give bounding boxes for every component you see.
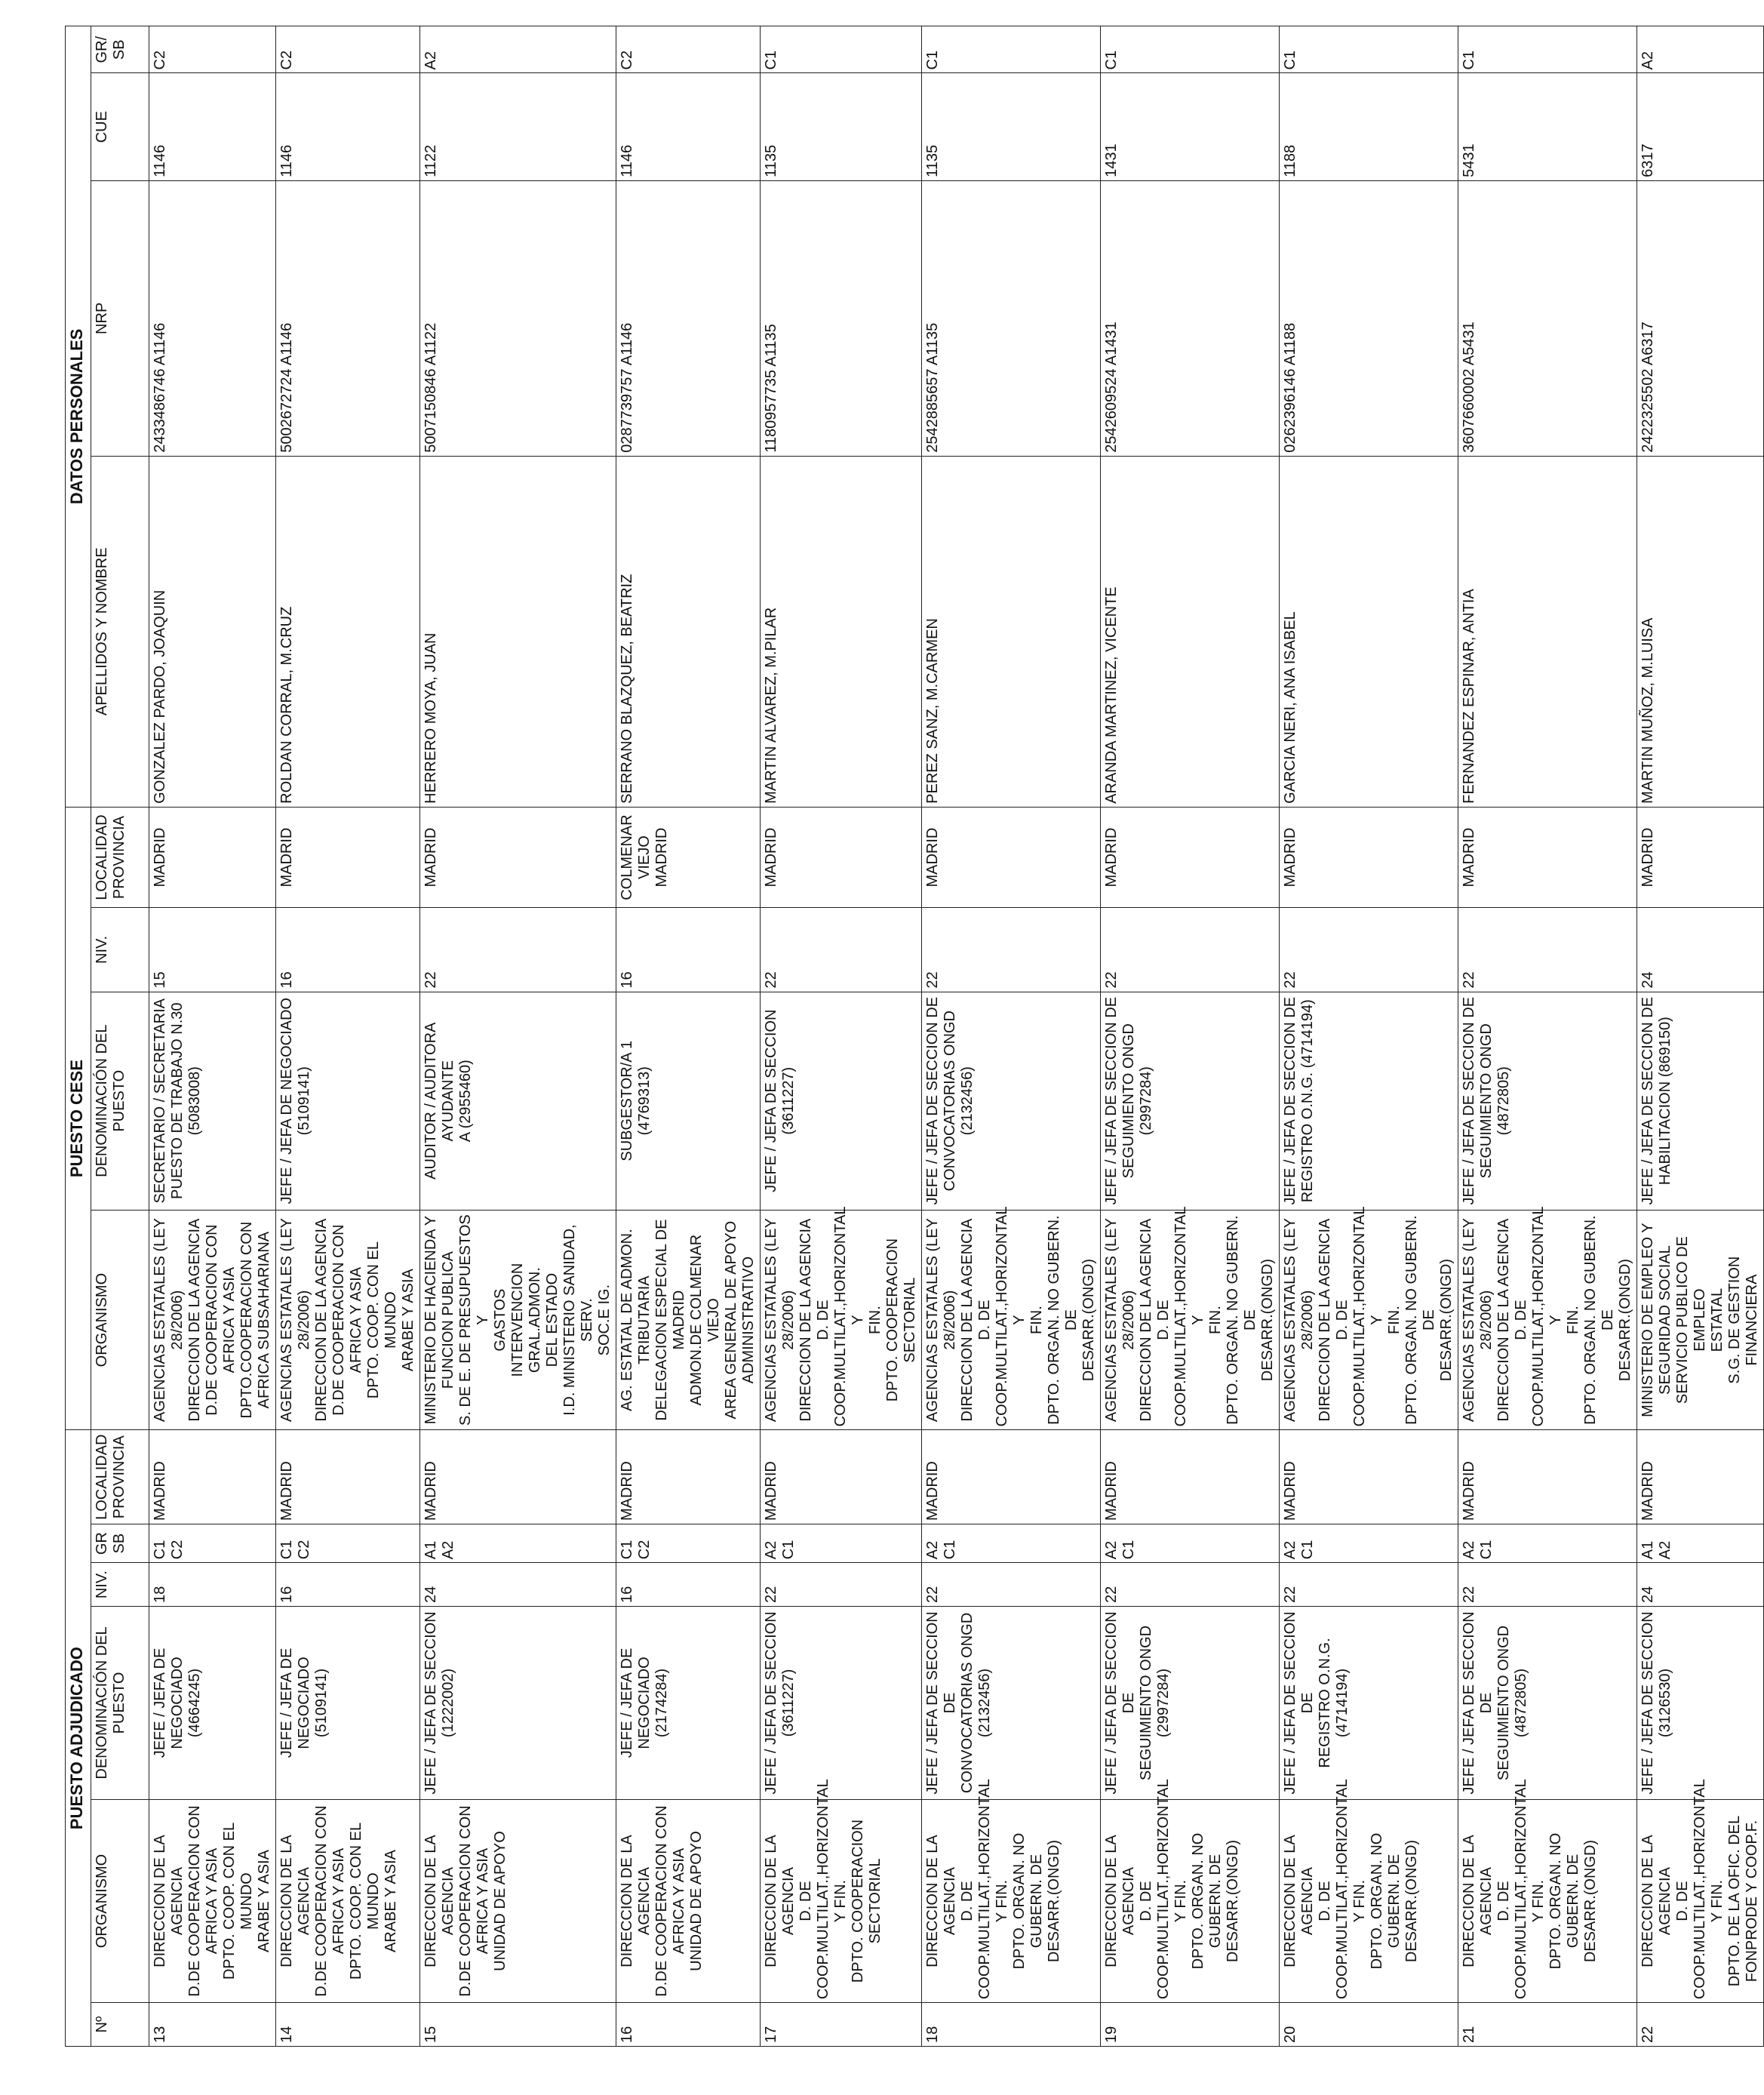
cell-nivel-cese: 16 (276, 908, 420, 992)
cell-denominacion-cese: JEFE / JEFA DE SECCION DE SEGUIMIENTO ONGD (2997284) (1101, 992, 1280, 1210)
resolution-table (65, 26, 1764, 2047)
cell-grsb: C1 C2 (149, 1524, 276, 1563)
cell-nivel-cese: 16 (616, 908, 761, 992)
group-puesto-adjudicado: PUESTO ADJUDICADO (66, 1430, 91, 2047)
cell-nivel: 16 (276, 1563, 420, 1607)
cell-localidad: MADRID (420, 1430, 616, 1524)
cell-localidad: MADRID (1280, 1430, 1458, 1524)
cell-organismo-cese: AGENCIAS ESTATALES (LEY 28/2006) DIRECCION DE LA AGENCIA D. DE COOP.MULTILAT.,HORIZONTAL Y FIN. DPTO. ORGAN. NO GUBERN. DE DESARR.(ONGD) (922, 1210, 1101, 1429)
cell-nrp: 0262396146 A1188 (1280, 180, 1458, 456)
cell-denominacion: JEFE / JEFA DE SECCION DE SEGUIMIENTO ONGD (2997284) (1101, 1607, 1280, 1800)
cell-denominacion-cese: AUDITOR / AUDITORA AYUDANTE A (2955460) (420, 992, 616, 1210)
cell-localidad-cese: MADRID (276, 807, 420, 908)
col-header-localidad: LOCALIDAD PROVINCIA (91, 1430, 149, 1524)
cell-apellidos: SERRANO BLAZQUEZ, BEATRIZ (616, 456, 761, 807)
table-row (1458, 26, 1637, 2047)
cell-nivel-cese: 24 (1637, 908, 1764, 992)
cell-organismo-cese: AGENCIAS ESTATALES (LEY 28/2006) DIRECCION DE LA AGENCIA D.DE COOPERACION CON AFRICA Y ASIA DPTO.COOPERACION CON AFRICA SUBSAHARIANA (149, 1210, 276, 1429)
cell-organismo-cese: AG. ESTATAL DE ADMON. TRIBUTARIA DELEGACION ESPECIAL DE MADRID ADMON.DE COLMENAR VIEJO AREA GENERAL DE APOYO ADMINISTRATIVO (616, 1210, 761, 1429)
cell-denominacion-cese: JEFE / JEFA DE SECCION DE REGISTRO O.N.G. (4714194) (1280, 992, 1458, 1210)
cell-organismo: DIRECCION DE LA AGENCIA D.DE COOPERACION CON AFRICA Y ASIA DPTO. COOP. CON EL MUNDO ARABE Y ASIA (276, 1799, 420, 2002)
cell-localidad: MADRID (761, 1430, 922, 1524)
cell-cue: 1135 (761, 73, 922, 180)
cell-num: 15 (420, 2003, 616, 2047)
cell-nrp: 3607660002 A5431 (1458, 180, 1637, 456)
cell-cue: 1146 (616, 73, 761, 180)
cell-organismo: DIRECCION DE LA AGENCIA D. DE COOP.MULTILAT.,HORIZONTAL Y FIN. DPTO. ORGAN. NO GUBERN. DE DESARR.(ONGD) (1101, 1799, 1280, 2002)
cell-nrp: 2422325502 A6317 (1637, 180, 1764, 456)
cell-denominacion: JEFE / JEFA DE SECCION (3126530) (1637, 1607, 1764, 1800)
cell-denominacion-cese: JEFE / JEFA DE NEGOCIADO (5109141) (276, 992, 420, 1210)
cell-grsb: C1 C2 (276, 1524, 420, 1563)
cell-num: 17 (761, 2003, 922, 2047)
cell-grsb: A1 A2 (1637, 1524, 1764, 1563)
col-header-organismo-cese: ORGANISMO (91, 1210, 149, 1429)
cell-cue: 5431 (1458, 73, 1637, 180)
col-header-organismo: ORGANISMO (91, 1799, 149, 2002)
cell-denominacion: JEFE / JEFA DE SECCION DE CONVOCATORIAS ONGD (2132456) (922, 1607, 1101, 1800)
cell-nrp: 2542885657 A1135 (922, 180, 1101, 456)
cell-num: 13 (149, 2003, 276, 2047)
cell-apellidos: ARANDA MARTINEZ, VICENTE (1101, 456, 1280, 807)
cell-nivel: 22 (1101, 1563, 1280, 1607)
cell-organismo-cese: AGENCIAS ESTATALES (LEY 28/2006) DIRECCION DE LA AGENCIA D. DE COOP.MULTILAT.,HORIZONTAL Y FIN. DPTO. ORGAN. NO GUBERN. DE DESARR.(ONGD) (1458, 1210, 1637, 1429)
col-header-grsb: GR SB (91, 1524, 149, 1563)
cell-apellidos: ROLDAN CORRAL, M.CRUZ (276, 456, 420, 807)
cell-cue: 6317 (1637, 73, 1764, 180)
cell-cue: 1146 (276, 73, 420, 180)
table-body (149, 26, 1764, 2047)
column-header-row (91, 26, 149, 2047)
col-header-denominacion-cese: DENOMINACIÓN DEL PUESTO (91, 992, 149, 1210)
cell-apellidos: MARTIN ALVAREZ, M.PILAR (761, 456, 922, 807)
cell-denominacion-cese: JEFE / JEFA DE SECCION DE SEGUIMIENTO ONGD (4872805) (1458, 992, 1637, 1210)
cell-grsb-personal: C2 (276, 26, 420, 73)
cell-num: 18 (922, 2003, 1101, 2047)
cell-nivel: 16 (616, 1563, 761, 1607)
cell-nivel-cese: 22 (1280, 908, 1458, 992)
cell-localidad: MADRID (149, 1430, 276, 1524)
cell-localidad: MADRID (276, 1430, 420, 1524)
cell-localidad: MADRID (922, 1430, 1101, 1524)
cell-grsb-personal: C2 (616, 26, 761, 73)
cell-nrp: 5002672724 A1146 (276, 180, 420, 456)
cell-localidad-cese: MADRID (1458, 807, 1637, 908)
cell-nivel: 24 (1637, 1563, 1764, 1607)
cell-localidad: MADRID (616, 1430, 761, 1524)
cell-apellidos: HERRERO MOYA, JUAN (420, 456, 616, 807)
cell-grsb: A2 C1 (1280, 1524, 1458, 1563)
cell-num: 20 (1280, 2003, 1458, 2047)
cell-denominacion: JEFE / JEFA DE SECCION (3611227) (761, 1607, 922, 1800)
table-row (420, 26, 616, 2047)
col-header-nivel-cese: NIV. (91, 908, 149, 992)
cell-num: 14 (276, 2003, 420, 2047)
col-header-nrp: NRP (91, 180, 149, 456)
cell-num: 21 (1458, 2003, 1637, 2047)
cell-grsb-personal: C2 (149, 26, 276, 73)
table-row (616, 26, 761, 2047)
cell-localidad-cese: COLMENAR VIEJO MADRID (616, 807, 761, 908)
cell-organismo-cese: AGENCIAS ESTATALES (LEY 28/2006) DIRECCION DE LA AGENCIA D. DE COOP.MULTILAT.,HORIZONTAL Y FIN. DPTO. ORGAN. NO GUBERN. DE DESARR.(ONGD) (1280, 1210, 1458, 1429)
cell-apellidos: PEREZ SANZ, M.CARMEN (922, 456, 1101, 807)
cell-nrp: 0287739757 A1146 (616, 180, 761, 456)
col-header-denominacion: DENOMINACIÓN DEL PUESTO (91, 1607, 149, 1800)
cell-grsb-personal: C1 (922, 26, 1101, 73)
cell-organismo: DIRECCION DE LA AGENCIA D. DE COOP.MULTILAT.,HORIZONTAL Y FIN. DPTO. ORGAN. NO GUBERN. DE DESARR.(ONGD) (922, 1799, 1101, 2002)
document-sheet (65, 26, 1760, 2047)
cell-cue: 1135 (922, 73, 1101, 180)
table-row (1280, 26, 1458, 2047)
cell-cue: 1146 (149, 73, 276, 180)
cell-organismo-cese: AGENCIAS ESTATALES (LEY 28/2006) DIRECCION DE LA AGENCIA D. DE COOP.MULTILAT.,HORIZONTAL Y FIN. DPTO. COOPERACION SECTORIAL (761, 1210, 922, 1429)
table-row (1637, 26, 1764, 2047)
cell-grsb: C1 C2 (616, 1524, 761, 1563)
cell-localidad-cese: MADRID (420, 807, 616, 908)
table-row (922, 26, 1101, 2047)
cell-denominacion-cese: JEFE / JEFA DE SECCION DE HABILITACION (869150) (1637, 992, 1764, 1210)
col-header-cue: CUE (91, 73, 149, 180)
cell-nivel: 18 (149, 1563, 276, 1607)
cell-organismo-cese: MINISTERIO DE HACIENDA Y FUNCION PUBLICA S. DE E. DE PRESUPUESTOS Y GASTOS INTERVENCION GRAL.ADMON. DEL ESTADO I.D. MINISTERIO SANIDAD, SERV. SOC.E IG. (420, 1210, 616, 1429)
cell-grsb-personal: C1 (1458, 26, 1637, 73)
table-row (1101, 26, 1280, 2047)
cell-denominacion: JEFE / JEFA DE NEGOCIADO (4664245) (149, 1607, 276, 1800)
cell-denominacion: JEFE / JEFA DE SECCION (1222002) (420, 1607, 616, 1800)
cell-localidad-cese: MADRID (922, 807, 1101, 908)
cell-organismo: DIRECCION DE LA AGENCIA D. DE COOP.MULTILAT.,HORIZONTAL Y FIN. DPTO. ORGAN. NO GUBERN. DE DESARR.(ONGD) (1280, 1799, 1458, 2002)
cell-apellidos: GONZALEZ PARDO, JOAQUIN (149, 456, 276, 807)
cell-apellidos: FERNANDEZ ESPINAR, ANTIA (1458, 456, 1637, 807)
cell-denominacion: JEFE / JEFA DE NEGOCIADO (2174284) (616, 1607, 761, 1800)
cell-grsb: A2 C1 (1458, 1524, 1637, 1563)
col-header-grsb-personal: GR/ SB (91, 26, 149, 73)
col-header-nivel: NIV. (91, 1563, 149, 1607)
cell-nrp: 1180957735 A1135 (761, 180, 922, 456)
cell-organismo-cese: MINISTERIO DE EMPLEO Y SEGURIDAD SOCIAL SERVICIO PUBLICO DE EMPLEO ESTATAL S.G. DE GESTION FINANCIERA (1637, 1210, 1764, 1429)
cell-denominacion: JEFE / JEFA DE SECCION DE SEGUIMIENTO ONGD (4872805) (1458, 1607, 1637, 1800)
col-header-num: Nº (91, 2003, 149, 2047)
cell-grsb-personal: C1 (1101, 26, 1280, 73)
cell-grsb-personal: A2 (1637, 26, 1764, 73)
cell-nrp: 2433486746 A1146 (149, 180, 276, 456)
cell-localidad-cese: MADRID (149, 807, 276, 908)
cell-nivel: 24 (420, 1563, 616, 1607)
cell-nivel: 22 (761, 1563, 922, 1607)
cell-apellidos: GARCIA NERI, ANA ISABEL (1280, 456, 1458, 807)
cell-grsb: A1 A2 (420, 1524, 616, 1563)
cell-denominacion: JEFE / JEFA DE NEGOCIADO (5109141) (276, 1607, 420, 1800)
table-row (761, 26, 922, 2047)
cell-cue: 1188 (1280, 73, 1458, 180)
cell-cue: 1122 (420, 73, 616, 180)
cell-nivel-cese: 22 (922, 908, 1101, 992)
cell-denominacion-cese: JEFE / JEFA DE SECCION (3611227) (761, 992, 922, 1210)
cell-organismo: DIRECCION DE LA AGENCIA D. DE COOP.MULTILAT.,HORIZONTAL Y FIN. DPTO. DE LA OFIC. DEL FONPRODE Y COOP.F. (1637, 1799, 1764, 2002)
cell-num: 19 (1101, 2003, 1280, 2047)
cell-localidad: MADRID (1458, 1430, 1637, 1524)
cell-nivel-cese: 22 (420, 908, 616, 992)
cell-num: 22 (1637, 2003, 1764, 2047)
cell-organismo: DIRECCION DE LA AGENCIA D. DE COOP.MULTILAT.,HORIZONTAL Y FIN. DPTO. ORGAN. NO GUBERN. DE DESARR.(ONGD) (1458, 1799, 1637, 2002)
cell-organismo: DIRECCION DE LA AGENCIA D. DE COOP.MULTILAT.,HORIZONTAL Y FIN. DPTO. COOPERACION SECTORIAL (761, 1799, 922, 2002)
col-header-localidad-cese: LOCALIDAD PROVINCIA (91, 807, 149, 908)
cell-localidad-cese: MADRID (1101, 807, 1280, 908)
cell-localidad: MADRID (1637, 1430, 1764, 1524)
cell-nivel-cese: 15 (149, 908, 276, 992)
cell-apellidos: MARTIN MUÑOZ, M.LUISA (1637, 456, 1764, 807)
cell-nivel-cese: 22 (1101, 908, 1280, 992)
cell-grsb: A2 C1 (761, 1524, 922, 1563)
cell-nrp: 2542609524 A1431 (1101, 180, 1280, 456)
table-row (149, 26, 276, 2047)
cell-nivel: 22 (1458, 1563, 1637, 1607)
cell-organismo: DIRECCION DE LA AGENCIA D.DE COOPERACION CON AFRICA Y ASIA DPTO. COOP. CON EL MUNDO ARABE Y ASIA (149, 1799, 276, 2002)
cell-localidad-cese: MADRID (1637, 807, 1764, 908)
cell-grsb-personal: C1 (1280, 26, 1458, 73)
col-header-apellidos: APELLIDOS Y NOMBRE (91, 456, 149, 807)
table-row (276, 26, 420, 2047)
cell-organismo: DIRECCION DE LA AGENCIA D.DE COOPERACION CON AFRICA Y ASIA UNIDAD DE APOYO (420, 1799, 616, 2002)
cell-localidad-cese: MADRID (761, 807, 922, 908)
cell-cue: 1431 (1101, 73, 1280, 180)
cell-denominacion-cese: JEFE / JEFA DE SECCION DE CONVOCATORIAS ONGD (2132456) (922, 992, 1101, 1210)
cell-denominacion-cese: SECRETARIO / SECRETARIA PUESTO DE TRABAJO N.30 (5083008) (149, 992, 276, 1210)
cell-grsb: A2 C1 (922, 1524, 1101, 1563)
cell-nivel: 22 (922, 1563, 1101, 1607)
cell-localidad: MADRID (1101, 1430, 1280, 1524)
group-puesto-cese: PUESTO CESE (66, 807, 91, 1430)
group-header-row (66, 26, 91, 2047)
cell-grsb-personal: C1 (761, 26, 922, 73)
cell-localidad-cese: MADRID (1280, 807, 1458, 908)
cell-organismo: DIRECCION DE LA AGENCIA D.DE COOPERACION CON AFRICA Y ASIA UNIDAD DE APOYO (616, 1799, 761, 2002)
cell-num: 16 (616, 2003, 761, 2047)
cell-nrp: 5007150846 A1122 (420, 180, 616, 456)
cell-grsb: A2 C1 (1101, 1524, 1280, 1563)
cell-nivel-cese: 22 (761, 908, 922, 992)
cell-nivel-cese: 22 (1458, 908, 1637, 992)
cell-organismo-cese: AGENCIAS ESTATALES (LEY 28/2006) DIRECCION DE LA AGENCIA D.DE COOPERACION CON AFRICA Y ASIA DPTO. COOP. CON EL MUNDO ARABE Y ASIA (276, 1210, 420, 1429)
group-datos-personales: DATOS PERSONALES (66, 26, 91, 808)
cell-nivel: 22 (1280, 1563, 1458, 1607)
cell-denominacion-cese: SUBGESTOR/A 1 (4769313) (616, 992, 761, 1210)
cell-grsb-personal: A2 (420, 26, 616, 73)
cell-denominacion: JEFE / JEFA DE SECCION DE REGISTRO O.N.G. (4714194) (1280, 1607, 1458, 1800)
cell-organismo-cese: AGENCIAS ESTATALES (LEY 28/2006) DIRECCION DE LA AGENCIA D. DE COOP.MULTILAT.,HORIZONTAL Y FIN. DPTO. ORGAN. NO GUBERN. DE DESARR.(ONGD) (1101, 1210, 1280, 1429)
